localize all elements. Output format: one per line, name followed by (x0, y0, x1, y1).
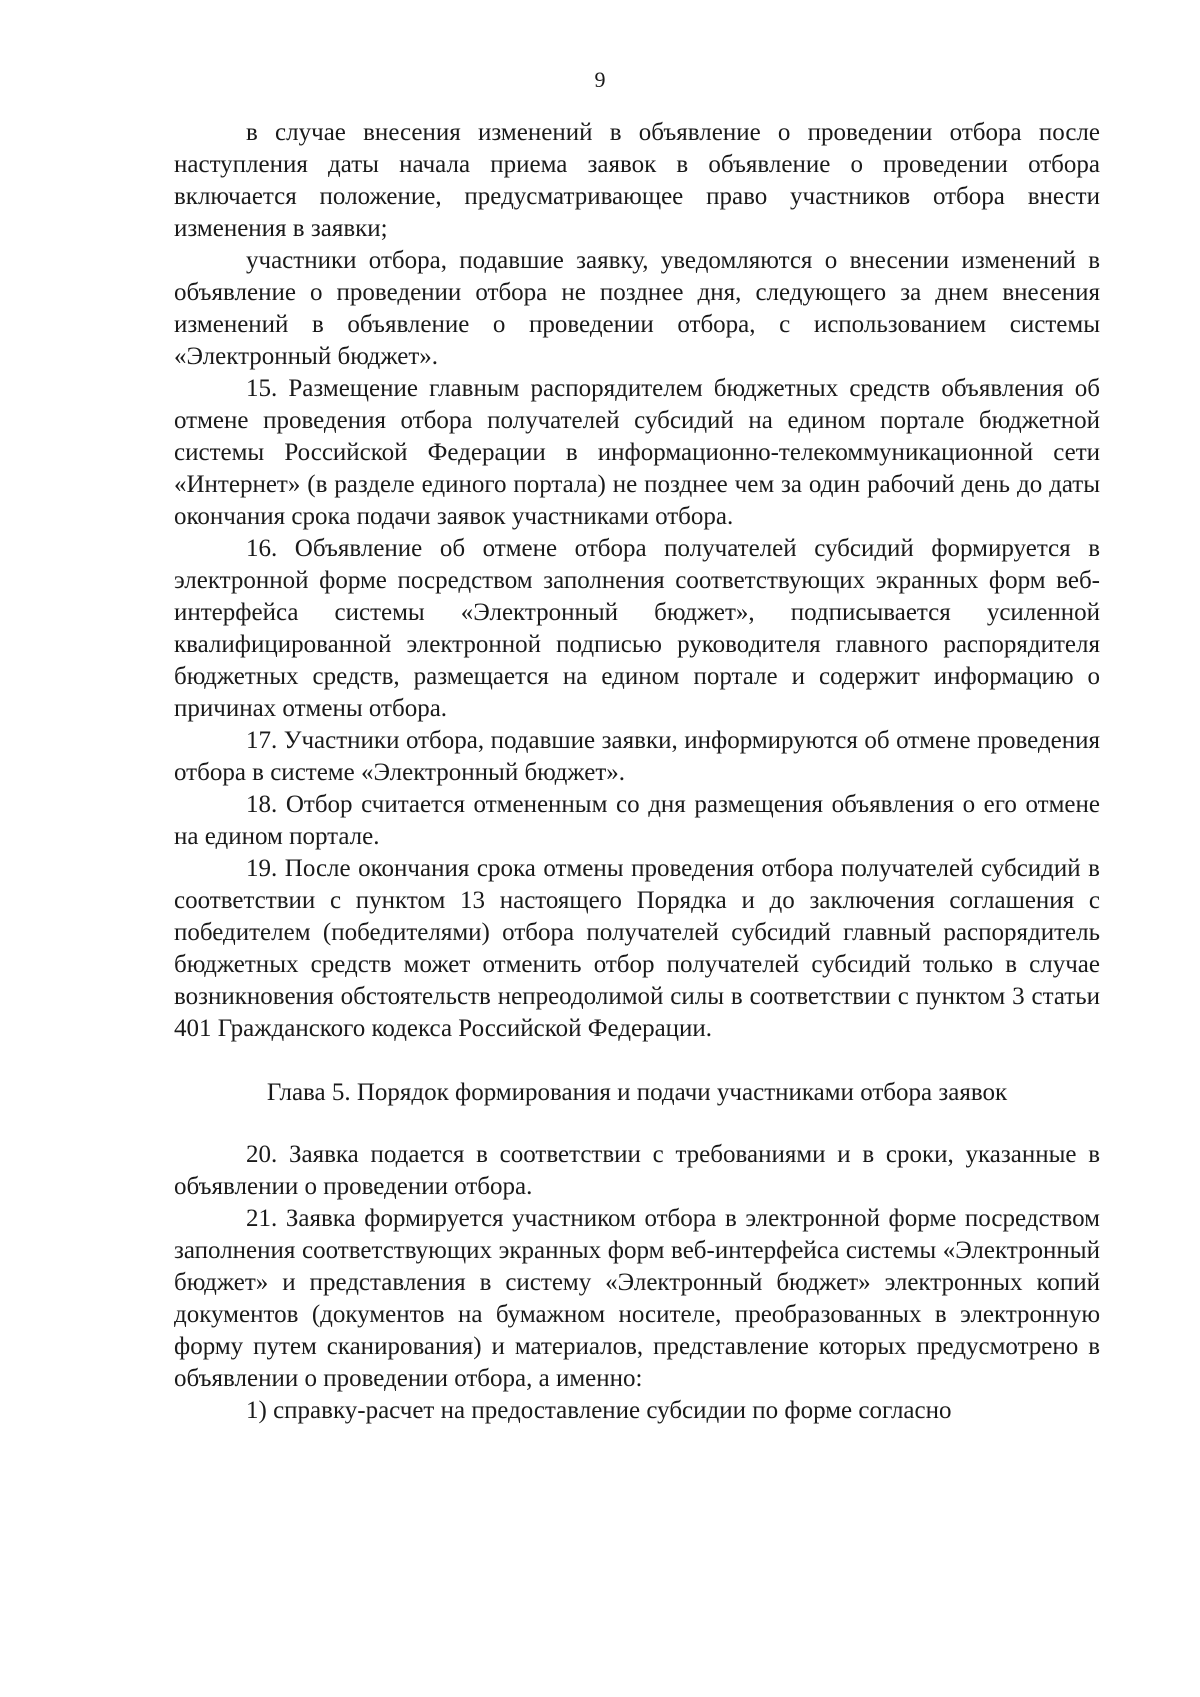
page-number: 9 (594, 67, 606, 92)
paragraph-amendment-rights: в случае внесения изменений в объявление о проведении отбора после наступления даты начала приема заявок в объявление о проведении отбора включается положение, предусматривающее право участников отбора внести изменения в заявки; (174, 119, 1100, 242)
paragraph-clause-18: 18. Отбор считается отмененным со дня размещения объявления о его отмене на едином портале. (174, 791, 1100, 850)
paragraph-clause-17: 17. Участники отбора, подавшие заявки, информируются об отмене проведения отбора в системе «Электронный бюджет». (174, 727, 1100, 786)
paragraph-subclause-1: 1) справку-расчет на предоставление субсидии по форме согласно (246, 1397, 952, 1424)
chapter-heading: Глава 5. Порядок формирования и подачи участниками отбора заявок (266, 1079, 1008, 1106)
paragraph-clause-21: 21. Заявка формируется участником отбора в электронной форме посредством заполнения соответствующих экранных форм веб-интерфейса системы «Электронный бюджет» и представления в систему «Электронный бюджет» электронных копий документов (документов на бумажном носителе, преобразованных в электронную форму путем сканирования) и материалов, представление которых предусмотрено в объявлении о проведении отбора, а именно: (174, 1205, 1100, 1392)
paragraph-clause-19: 19. После окончания срока отмены проведения отбора получателей субсидий в соответствии с пунктом 13 настоящего Порядка и до заключения соглашения с победителем (победителями) отбора получателей субсидий главный распорядитель бюджетных средств может отменить отбор получателей субсидий только в случае возникновения обстоятельств непреодолимой силы в соответствии с пунктом 3 статьи 401 Гражданского кодекса Российской Федерации. (174, 855, 1100, 1042)
paragraph-clause-15: 15. Размещение главным распорядителем бюджетных средств объявления об отмене проведения отбора получателей субсидий на едином портале бюджетной системы Российской Федерации в информационно-телекоммуникационной сети «Интернет» (в разделе единого портала) не позднее чем за один рабочий день до даты окончания срока подачи заявок участниками отбора. (174, 375, 1100, 530)
document-body (174, 117, 1100, 1427)
paragraph-clause-16: 16. Объявление об отмене отбора получателей субсидий формируется в электронной форме посредством заполнения соответствующих экранных форм веб-интерфейса системы «Электронный бюджет», подписывается усиленной квалифицированной электронной подписью руководителя главного распорядителя бюджетных средств, размещается на едином портале и содержит информацию о причинах отмены отбора. (174, 535, 1100, 722)
paragraph-clause-20: 20. Заявка подается в соответствии с требованиями и в сроки, указанные в объявлении о проведении отбора. (174, 1141, 1100, 1200)
paragraph-participant-notification: участники отбора, подавшие заявку, уведомляются о внесении изменений в объявление о проведении отбора не позднее дня, следующего за днем внесения изменений в объявление о проведении отбора, с использованием системы «Электронный бюджет». (174, 247, 1100, 370)
